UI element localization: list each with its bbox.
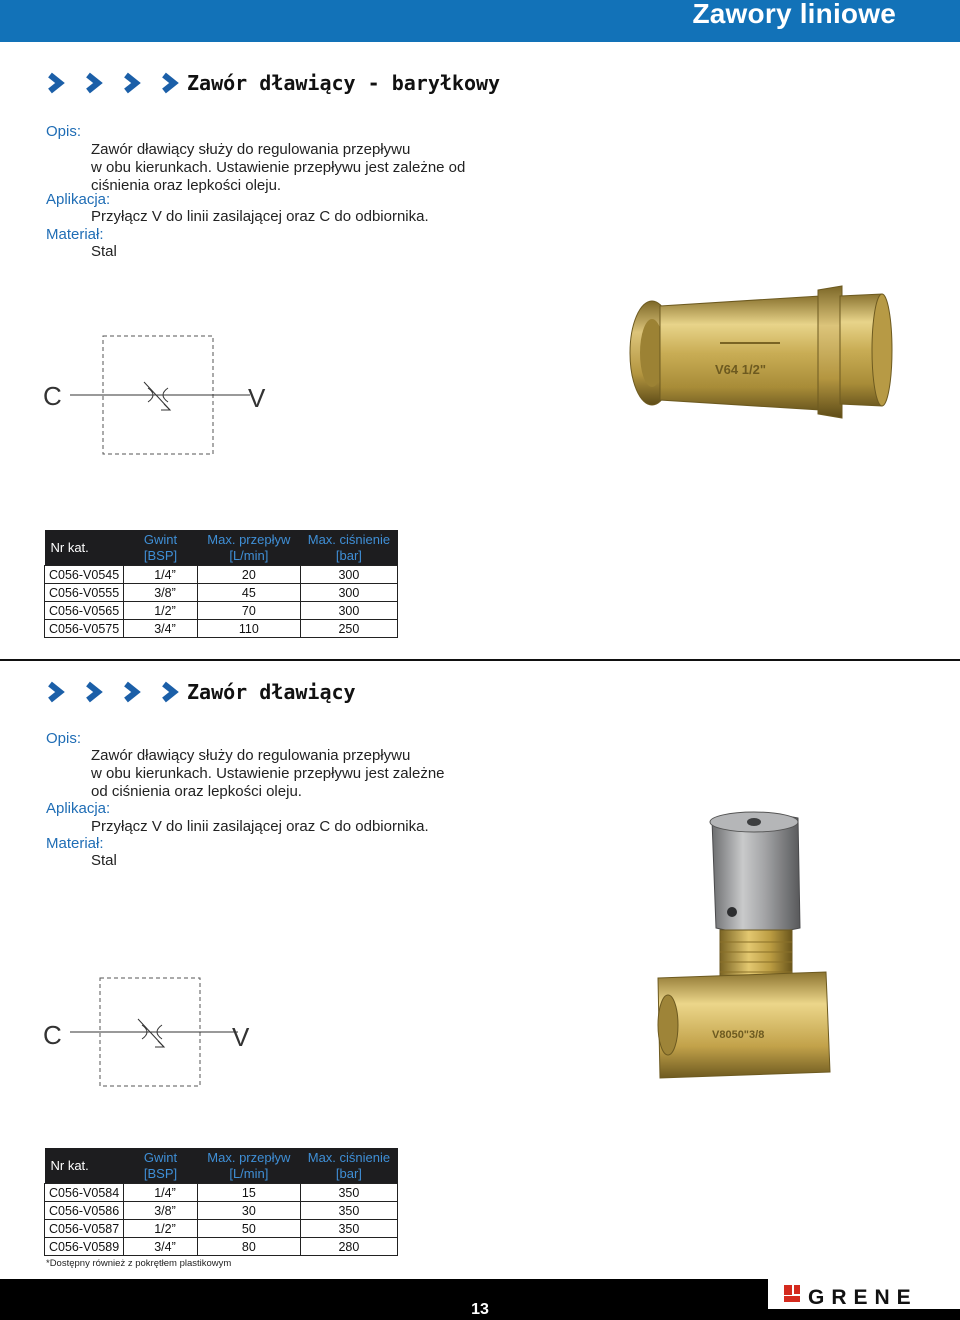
cell-max-pressure: 280 — [300, 1238, 397, 1256]
cell-thread: 3/8” — [124, 1202, 198, 1220]
spec-table — [44, 530, 398, 638]
cell-catalog-number: C056-V0565 — [45, 602, 124, 620]
table-row — [45, 566, 398, 584]
cell-thread: 3/4” — [124, 1238, 198, 1256]
section-title: Zawór dławiący — [187, 680, 356, 704]
cell-max-pressure: 300 — [300, 584, 397, 602]
port-label-v: V — [248, 383, 266, 413]
chevron-right-icon — [158, 72, 188, 94]
brand-name: GRENE — [808, 1286, 918, 1309]
section-title: Zawór dławiący - baryłkowy — [187, 71, 501, 95]
cell-max-pressure: 350 — [300, 1184, 397, 1202]
throttle-valve-symbol — [40, 330, 280, 460]
cell-max-pressure: 350 — [300, 1202, 397, 1220]
cell-thread: 1/4” — [124, 566, 198, 584]
cell-catalog-number: C056-V0586 — [45, 1202, 124, 1220]
cell-max-pressure: 250 — [300, 620, 397, 638]
throttle-valve-symbol — [40, 972, 280, 1092]
cell-catalog-number: C056-V0584 — [45, 1184, 124, 1202]
cell-max-flow: 15 — [197, 1184, 300, 1202]
cell-max-flow: 80 — [197, 1238, 300, 1256]
cell-thread: 1/2” — [124, 602, 198, 620]
throttle-valve-photo — [650, 810, 840, 1080]
col-header: Max. ciśnienie [bar] — [300, 530, 397, 566]
opis-line: Zawór dławiący służy do regulowania przepływu — [91, 141, 411, 158]
cell-thread: 3/8” — [124, 584, 198, 602]
page-title: Zawory liniowe — [692, 0, 896, 29]
aplikacja-text: Przyłącz V do linii zasilającej oraz C do odbiornika. — [91, 208, 429, 225]
table-header-row — [45, 530, 398, 566]
page-header-bar — [0, 0, 960, 42]
opis-label: Opis: — [46, 730, 82, 747]
cell-thread: 1/4” — [124, 1184, 198, 1202]
cell-max-flow: 70 — [197, 602, 300, 620]
opis-label: Opis: — [46, 123, 82, 140]
brand-logo-box — [768, 1279, 960, 1309]
col-header: Max. ciśnienie [bar] — [300, 1148, 397, 1184]
cell-catalog-number: C056-V0555 — [45, 584, 124, 602]
cell-catalog-number: C056-V0587 — [45, 1220, 124, 1238]
opis-line: w obu kierunkach. Ustawienie przepływu jest zależne od — [91, 159, 466, 176]
opis-line: od ciśnienia oraz lepkości oleju. — [91, 783, 302, 800]
page-footer — [0, 1279, 960, 1320]
table-header-row — [45, 1148, 398, 1184]
table-row — [45, 1220, 398, 1238]
col-header: Gwint [BSP] — [124, 1148, 198, 1184]
section-chevrons — [44, 68, 196, 98]
col-header: Nr kat. — [45, 1148, 124, 1184]
chevron-right-icon — [158, 681, 188, 703]
col-header: Nr kat. — [45, 530, 124, 566]
cell-max-flow: 30 — [197, 1202, 300, 1220]
port-label-v: V — [232, 1022, 250, 1052]
table-row — [45, 1184, 398, 1202]
cell-catalog-number: C056-V0545 — [45, 566, 124, 584]
cell-max-pressure: 300 — [300, 566, 397, 584]
cell-catalog-number: C056-V0589 — [45, 1238, 124, 1256]
cell-max-flow: 20 — [197, 566, 300, 584]
section-chevrons — [44, 677, 196, 707]
cell-catalog-number: C056-V0575 — [45, 620, 124, 638]
material-label: Materiał: — [46, 226, 104, 243]
cell-max-pressure: 350 — [300, 1220, 397, 1238]
cell-max-flow: 45 — [197, 584, 300, 602]
cell-max-pressure: 300 — [300, 602, 397, 620]
aplikacja-text: Przyłącz V do linii zasilającej oraz C do odbiornika. — [91, 818, 429, 835]
grene-logo — [768, 1279, 960, 1309]
material-label: Materiał: — [46, 835, 104, 852]
material-text: Stal — [91, 243, 117, 260]
port-label-c: C — [43, 381, 62, 411]
table-row — [45, 1238, 398, 1256]
opis-line: w obu kierunkach. Ustawienie przepływu jest zależne — [91, 765, 445, 782]
table-row — [45, 1202, 398, 1220]
barrel-valve-photo — [620, 268, 900, 428]
cell-max-flow: 110 — [197, 620, 300, 638]
cell-thread: 1/2” — [124, 1220, 198, 1238]
table-row — [45, 620, 398, 638]
chevron-right-icon — [82, 681, 112, 703]
chevron-right-icon — [44, 681, 74, 703]
col-header: Gwint [BSP] — [124, 530, 198, 566]
opis-line: ciśnienia oraz lepkości oleju. — [91, 177, 282, 194]
section-divider — [0, 659, 960, 661]
chevron-right-icon — [82, 72, 112, 94]
photo-engraving: V64 1/2" — [715, 362, 766, 377]
material-text: Stal — [91, 852, 117, 869]
spec-table — [44, 1148, 398, 1256]
cell-thread: 3/4” — [124, 620, 198, 638]
chevron-right-icon — [44, 72, 74, 94]
port-label-c: C — [43, 1020, 62, 1050]
chevron-right-icon — [120, 72, 150, 94]
photo-engraving: V8050"3/8 — [712, 1029, 765, 1041]
chevron-right-icon — [120, 681, 150, 703]
cell-max-flow: 50 — [197, 1220, 300, 1238]
aplikacja-label: Aplikacja: — [46, 191, 111, 208]
table-row — [45, 602, 398, 620]
footnote: *Dostępny również z pokrętłem plastikowym — [46, 1258, 232, 1269]
col-header: Max. przepływ [L/min] — [197, 1148, 300, 1184]
col-header: Max. przepływ [L/min] — [197, 530, 300, 566]
page-number: 13 — [471, 1301, 489, 1318]
opis-line: Zawór dławiący służy do regulowania przepływu — [91, 747, 411, 764]
table-row — [45, 584, 398, 602]
aplikacja-label: Aplikacja: — [46, 800, 111, 817]
